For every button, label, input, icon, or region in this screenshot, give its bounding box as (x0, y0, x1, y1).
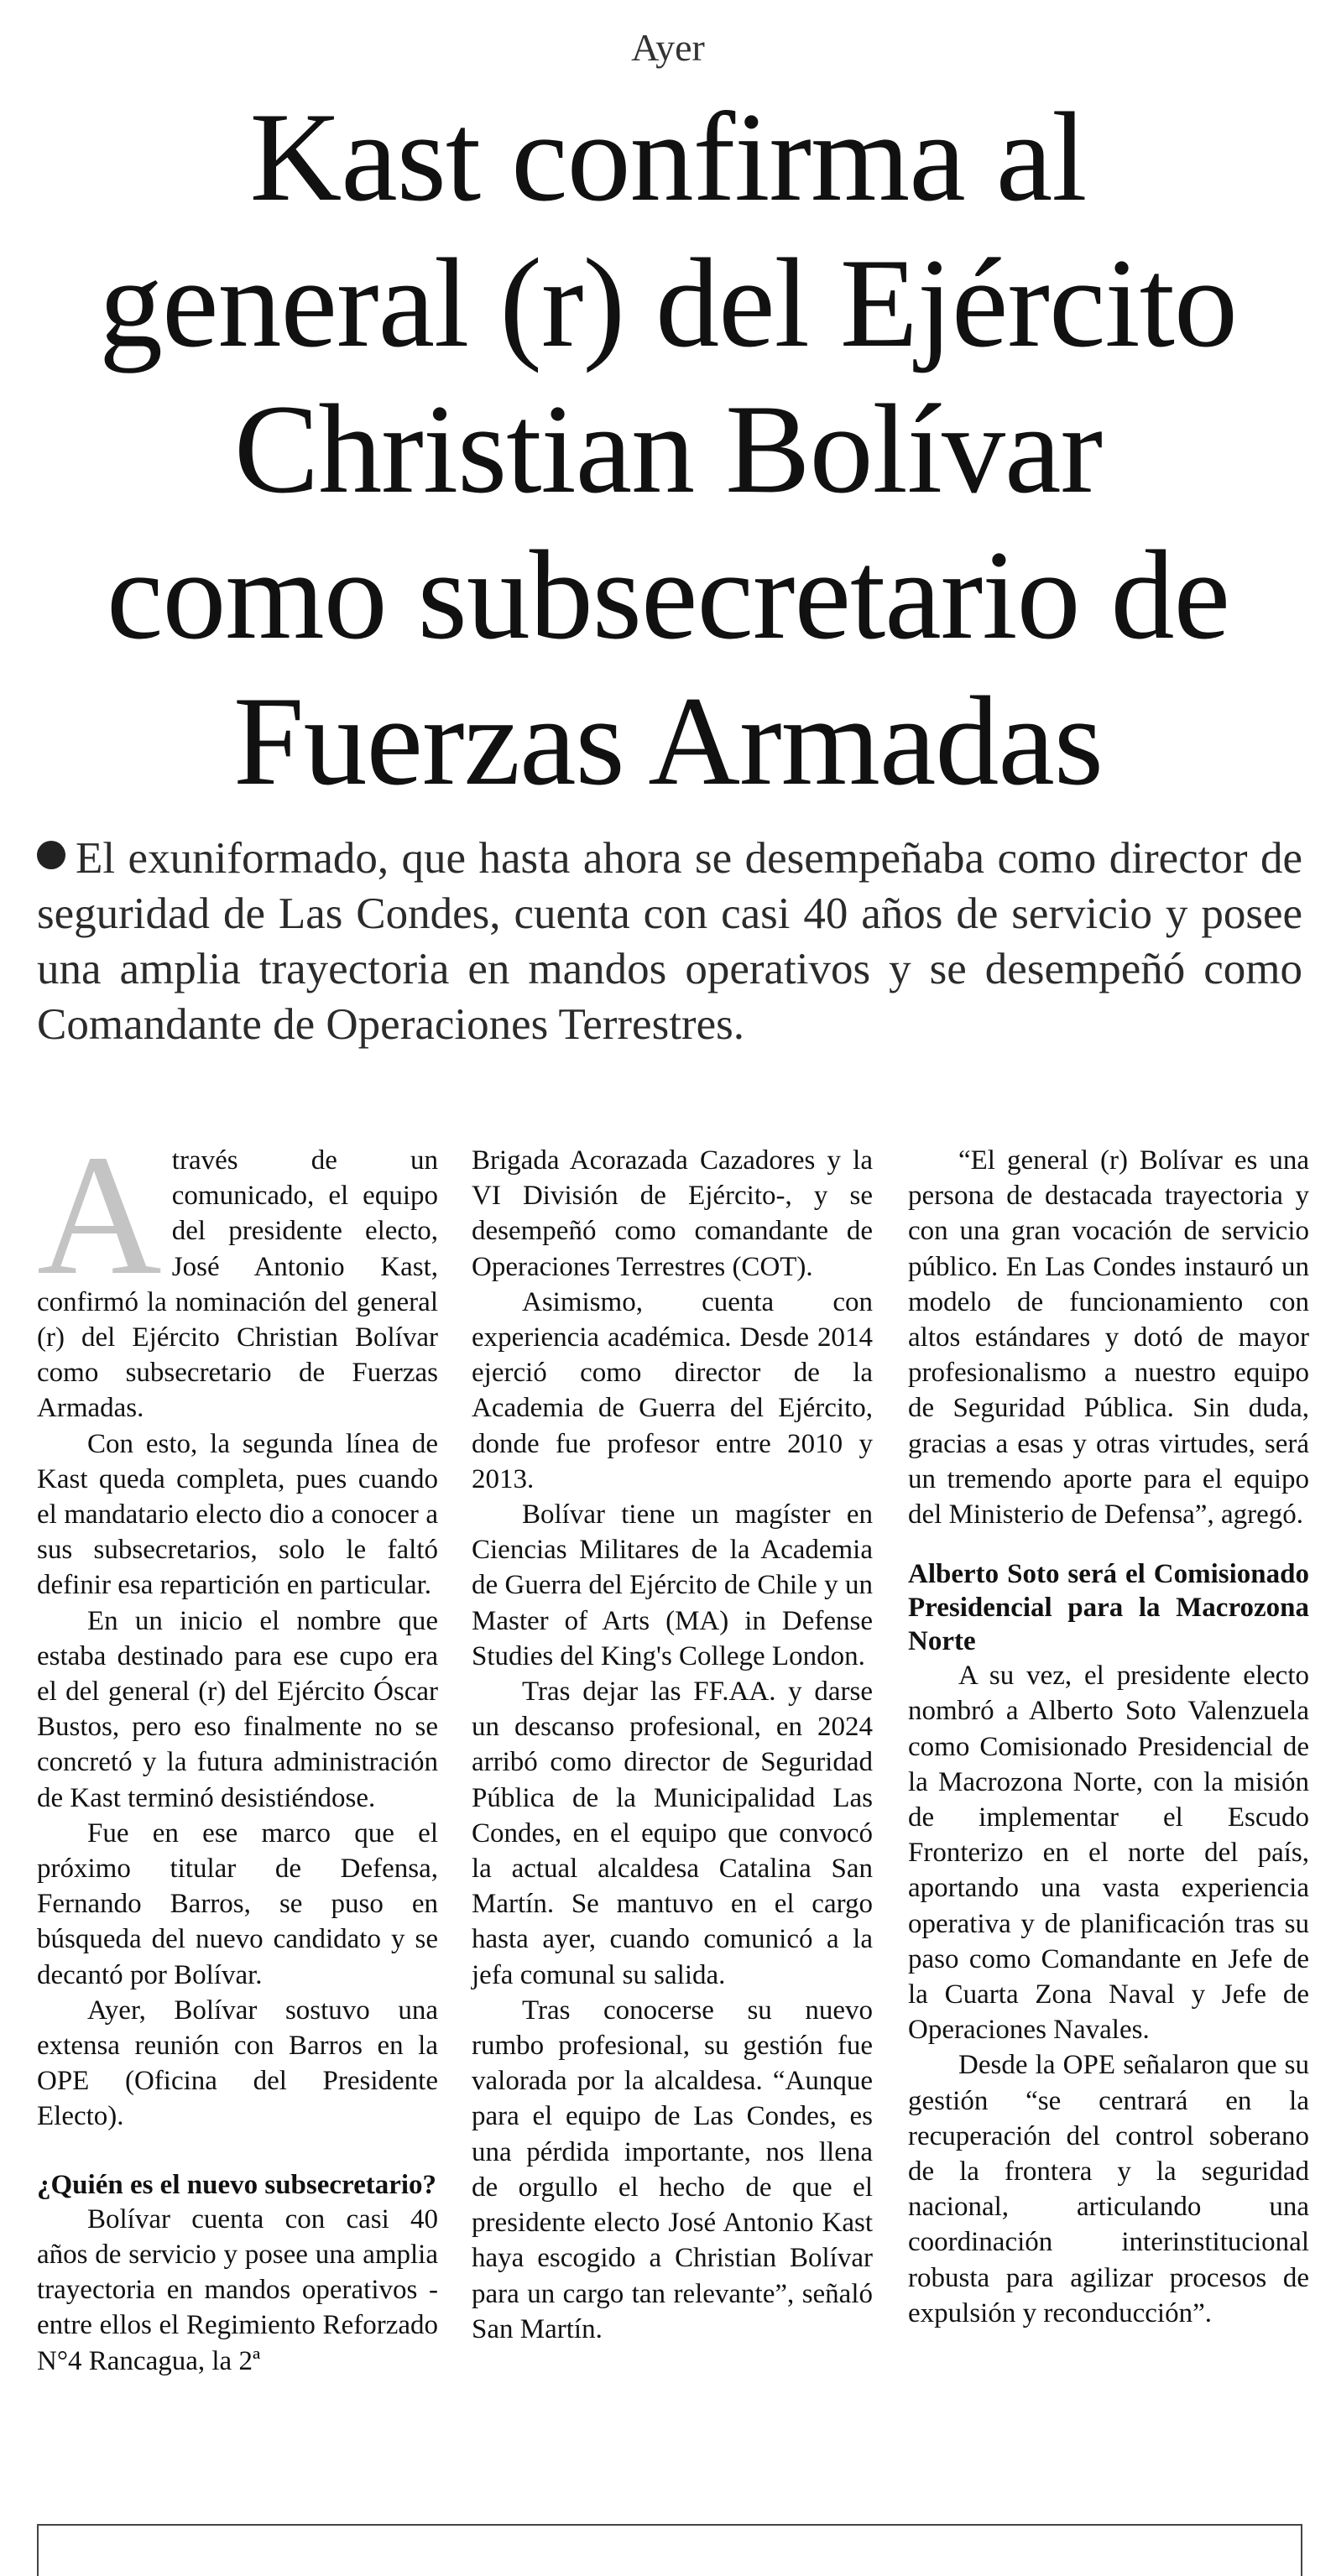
kicker-label: Ayer (631, 26, 705, 69)
paragraph: En un inicio el nombre que estaba destinado para ese cupo era el del general (r) del Ejército Óscar Bustos, pero eso finalmente no se concretó y la futura administración de Kast terminó desistiéndose. (37, 1605, 438, 1813)
headline-line: Fuerzas Armadas (232, 670, 1103, 811)
headline (34, 84, 1302, 814)
headline-line: como subsecretario de (106, 524, 1230, 665)
paragraph: Desde la OPE señalaron que su gestión “se centrará en la recuperación del control soberano de la frontera y la seguridad nacional, articulando una coordinación interinstitucional robusta para agilizar procesos de expulsión y reconducción”. (908, 2050, 1309, 2328)
subheading: ¿Quién es el nuevo subsecretario? (37, 2169, 437, 2200)
subheading: Alberto Soto será el Comisionado Presidencial para la Macrozona Norte (908, 1559, 1309, 1657)
headline-line: general (r) del Ejército (99, 232, 1237, 373)
paragraph: Ayer, Bolívar sostuvo una extensa reunión con Barros en la OPE (Oficina del Presidente Electo). (37, 1995, 438, 2132)
article-column-3 (908, 1143, 1309, 2331)
drop-cap: A (37, 1119, 162, 1311)
article-column-1 (37, 1119, 438, 2379)
paragraph: Con esto, la segunda línea de Kast queda completa, pues cuando el mandatario electo dio a conocer a sus subsecretarios, solo le faltó definir esa repartición en particular. (37, 1428, 438, 1601)
bullet-icon (37, 841, 65, 869)
spacer (37, 2135, 438, 2168)
next-article-frame (37, 2524, 1302, 2576)
article-column-2 (472, 1143, 873, 2347)
headline-line: Kast confirma al (249, 86, 1087, 227)
paragraph: “El general (r) Bolívar es una persona de destacada trayectoria y con una gran vocación de servicio público. En Las Condes instauró un modelo de funcionamiento con altos estándares y dotó de mayor profesionalismo a nuestro equipo de Seguridad Pública. Sin duda, gracias a esas y otras virtudes, será un tremendo aporte para el equipo del Ministerio de Defensa”, agregó. (908, 1145, 1309, 1530)
paragraph: Asimismo, cuenta con experiencia académica. Desde 2014 ejerció como director de la Academia de Guerra del Ejército, donde fue profesor entre 2010 y 2013. (472, 1286, 873, 1494)
lead-paragraph (37, 831, 1302, 1052)
paragraph: Tras dejar las FF.AA. y darse un descanso profesional, en 2024 arribó como director de Seguridad Pública de la Municipalidad Las Condes, en el equipo que convocó la actual alcaldesa Catalina San Martín. Se mantuvo en el cargo hasta ayer, cuando comunicó a la jefa comunal su salida. (472, 1676, 873, 1990)
paragraph: través de un comunicado, el equipo del presidente electo, José Antonio Kast, confirmó la nominación del general (r) del Ejército Christian Bolívar como subsecretario de Fuerzas Armadas. (37, 1145, 438, 1424)
paragraph: Bolívar cuenta con casi 40 años de servicio y posee una amplia trayectoria en mandos operativos -entre ellos el Regimiento Reforzado N°4 Rancagua, la 2ª (37, 2203, 438, 2376)
paragraph: A su vez, el presidente electo nombró a Alberto Soto Valenzuela como Comisionado Presidencial de la Macrozona Norte, con la misión de implementar el Escudo Fronterizo en el norte del país, aportando una vasta experiencia operativa y de planificación tras su paso como Comandante en Jefe de la Cuarta Zona Naval y Jefe de Operaciones Navales. (908, 1661, 1309, 2046)
paragraph: Bolívar tiene un magíster en Ciencias Militares de la Academia de Guerra del Ejército de Chile y un Master of Arts (MA) in Defense Studies del King's College London. (472, 1499, 873, 1671)
spacer (908, 1532, 1309, 1557)
paragraph: Brigada Acorazada Cazadores y la VI División de Ejército-, y se desempeñó como comandante de Operaciones Terrestres (COT). (472, 1145, 873, 1282)
paragraph: Tras conocerse su nuevo rumbo profesional, su gestión fue valorada por la alcaldesa. “Aunque para el equipo de Las Condes, es una pérdida importante, nos llena de orgullo el hecho de que el presidente electo José Antonio Kast haya escogido a Christian Bolívar para un cargo tan relevante”, señaló San Martín. (472, 1995, 873, 2344)
paragraph: Fue en ese marco que el próximo titular de Defensa, Fernando Barros, se puso en búsqueda del nuevo candidato y se decantó por Bolívar. (37, 1817, 438, 1990)
headline-line: Christian Bolívar (233, 378, 1103, 519)
lead-text: El exuniformado, que hasta ahora se desempeñaba como director de seguridad de Las Condes, cuenta con casi 40 años de servicio y posee una amplia trayectoria en mandos operativos y se desempeñó como Comandante de Operaciones Terrestres. (37, 834, 1302, 1049)
